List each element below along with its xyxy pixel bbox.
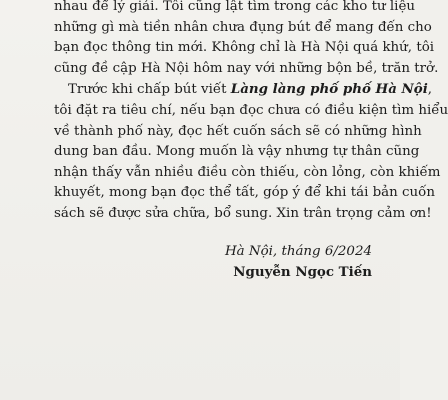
paragraph2-lead-end: , xyxy=(427,82,433,98)
paragraph2-line: nhận thấy vẫn nhiều điều còn thiếu, còn lỏng, còn khiếm xyxy=(54,164,441,180)
paragraph2-line: về thành phố này, đọc hết cuốn sách sẽ có những hình xyxy=(54,123,422,139)
place-date: Hà Nội, tháng 6/2024 xyxy=(224,244,372,259)
author-name: Nguyễn Ngọc Tiến xyxy=(233,264,372,280)
body-text xyxy=(54,0,448,225)
paragraph1-line: nhau để lý giải. Tôi cũng lật tìm trong các kho tư liệu xyxy=(54,0,415,14)
paragraph2-line: tôi đặt ra tiêu chí, nếu bạn đọc chưa có điều kiện tìm hiểu xyxy=(54,102,448,118)
paragraph2-lead: Trước khi chấp bút viết xyxy=(68,82,231,98)
paragraph2-first-line xyxy=(54,79,433,101)
paragraph2-line: dung ban đầu. Mong muốn là vậy nhưng tự thân cũng xyxy=(54,144,420,160)
paragraph1-line: bạn đọc thông tin mới. Không chỉ là Hà Nội quá khứ, tôi xyxy=(54,40,435,56)
paragraph2-line: khuyết, mong bạn đọc thể tất, góp ý để khi tái bản cuốn xyxy=(54,185,435,201)
book-title: Làng làng phố phố Hà Nội xyxy=(230,81,428,98)
paragraph1-line: những gì mà tiền nhân chưa đụng bút để mang đến cho xyxy=(54,19,432,35)
paragraph1-line: cũng đề cập Hà Nội hôm nay với những bộn bề, trăn trở. xyxy=(54,60,439,76)
paragraph2-line: sách sẽ được sửa chữa, bổ sung. Xin trân trọng cảm ơn! xyxy=(54,205,432,221)
